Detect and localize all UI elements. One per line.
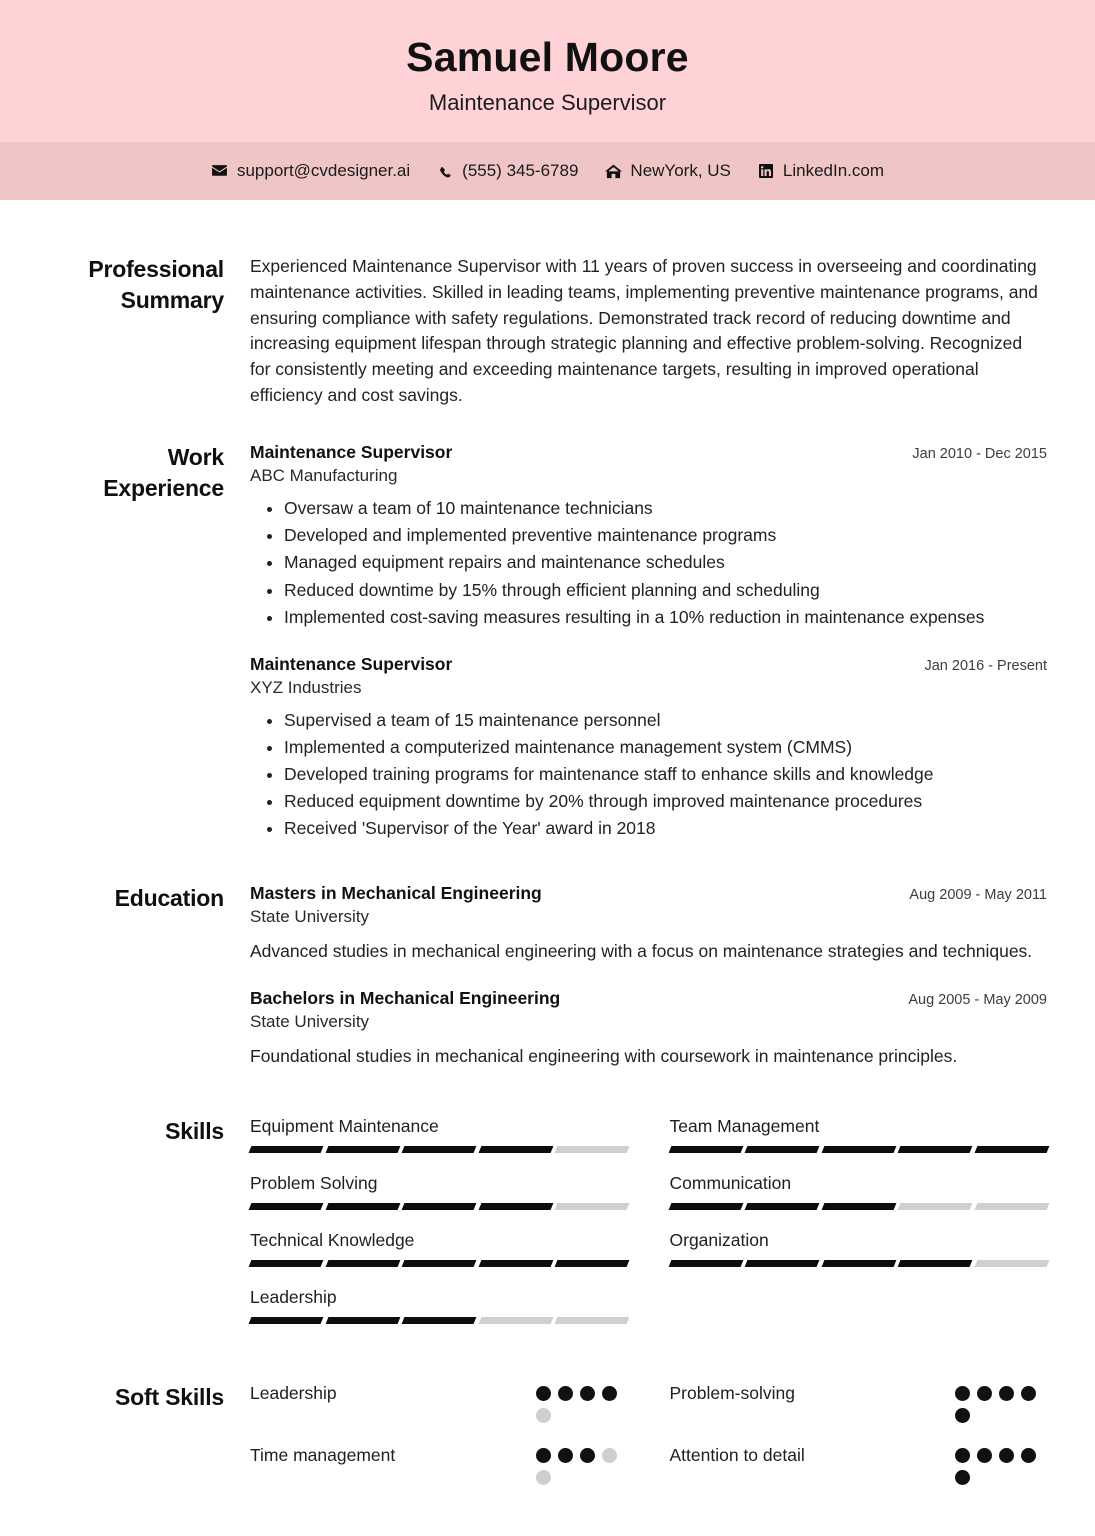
skill-name: Team Management [669, 1116, 820, 1137]
skill-item [670, 1116, 1048, 1153]
soft-skill-dot [977, 1386, 992, 1401]
education-description: Foundational studies in mechanical engineering with coursework in maintenance principles. [250, 1046, 958, 1067]
soft-skill-name: Attention to detail [669, 1445, 805, 1466]
soft-skill-dot [977, 1448, 992, 1463]
soft-skill-dot [558, 1386, 573, 1401]
education-school: State University [250, 906, 370, 926]
contact-bar [0, 142, 1095, 200]
skill-name: Equipment Maintenance [250, 1116, 439, 1137]
skill-level-segment [402, 1317, 476, 1324]
education-entry [250, 883, 1047, 965]
work-bullet: • Reduced downtime by 15% through efficient planning and scheduling [284, 578, 1047, 603]
skill-name: Leadership [250, 1287, 337, 1308]
skill-level-segment [668, 1203, 742, 1210]
soft-skill-rating [955, 1444, 1047, 1485]
linkedin-icon [757, 162, 775, 180]
soft-skill-dot [580, 1386, 595, 1401]
section-label-work: Work Experience [103, 444, 224, 501]
skill-level-segment [249, 1146, 323, 1153]
work-bullet: • Supervised a team of 15 maintenance personnel [284, 708, 1047, 733]
soft-skill-dot [558, 1448, 573, 1463]
section-label-summary: Professional Summary [88, 256, 224, 313]
skill-level-segment [555, 1146, 629, 1153]
work-entries [250, 442, 1047, 842]
skill-level-segment [745, 1203, 819, 1210]
skill-level-segment [668, 1260, 742, 1267]
soft-skill-dot [536, 1448, 551, 1463]
contact-text: NewYork, US [630, 161, 731, 181]
summary-text: Experienced Maintenance Supervisor with 11 years of proven success in overseeing and coordinating maintenance activities. Skilled in leading teams, implementing preventive maintenance programs, and ensuring compliance with safety regulations. Demonstrated track record of reducing downtime and increasing equipment lifespan through strategic planning and effective problem-solving. Recognized for consistently meeting and exceeding maintenance targets, resulting in improved operational efficiency and cost savings. [250, 256, 1038, 405]
work-bullet-list [250, 496, 1047, 629]
education-date-range: Aug 2005 - May 2009 [908, 992, 1047, 1009]
section-soft-skills [48, 1344, 1047, 1536]
work-entry-header [250, 442, 1047, 463]
work-company: ABC Manufacturing [250, 466, 398, 486]
section-professional-summary [48, 200, 1047, 408]
skill-level-segment [555, 1317, 629, 1324]
section-skills [48, 1070, 1047, 1344]
skill-level-segment [745, 1146, 819, 1153]
skill-level-segment [898, 1260, 972, 1267]
contact-item-envelope[interactable] [211, 161, 410, 181]
skill-level-segment [974, 1146, 1048, 1153]
education-school: State University [250, 1012, 370, 1032]
education-entry-header [250, 883, 1047, 904]
soft-skill-dot [955, 1470, 970, 1485]
skill-level-segment [325, 1146, 399, 1153]
contact-item-phone[interactable] [436, 161, 578, 181]
skill-level-segment [668, 1146, 742, 1153]
skill-level-segment [898, 1146, 972, 1153]
work-date-range: Jan 2016 - Present [924, 657, 1047, 674]
contact-text: (555) 345-6789 [462, 161, 579, 181]
soft-skill-name: Time management [250, 1445, 396, 1466]
skill-level-segment [478, 1317, 552, 1324]
work-bullet: • Reduced equipment downtime by 20% through improved maintenance procedures [284, 789, 1047, 814]
work-job-title: Maintenance Supervisor [250, 442, 453, 463]
skill-level-bar [250, 1317, 628, 1324]
education-description: Advanced studies in mechanical engineering with a focus on maintenance strategies and techniques. [250, 940, 1033, 961]
skill-name: Technical Knowledge [250, 1230, 415, 1251]
work-job-title: Maintenance Supervisor [250, 653, 453, 674]
soft-skill-item [250, 1444, 628, 1488]
soft-skill-dot [1021, 1448, 1036, 1463]
skill-item [250, 1116, 628, 1153]
education-entries [250, 883, 1047, 1070]
education-entry-header [250, 988, 1047, 1009]
soft-skill-item [670, 1382, 1048, 1426]
phone-icon [436, 162, 454, 180]
work-bullet: • Managed equipment repairs and maintenance schedules [284, 550, 1047, 575]
work-date-range: Jan 2010 - Dec 2015 [912, 446, 1047, 463]
skill-level-segment [249, 1203, 323, 1210]
skill-level-segment [325, 1317, 399, 1324]
skill-level-segment [325, 1260, 399, 1267]
work-entry-header [250, 654, 1047, 675]
skills-content [250, 1116, 1047, 1344]
soft-skill-name: Leadership [250, 1383, 337, 1404]
work-bullet-list [250, 708, 1047, 841]
skill-level-segment [402, 1203, 476, 1210]
skill-level-segment [402, 1260, 476, 1267]
skill-level-segment [478, 1203, 552, 1210]
work-entry [250, 654, 1047, 841]
skill-item [250, 1287, 628, 1324]
skill-level-bar [670, 1260, 1048, 1267]
skill-level-segment [249, 1317, 323, 1324]
work-entry [250, 442, 1047, 629]
soft-skill-dot [1021, 1386, 1036, 1401]
skill-level-segment [478, 1146, 552, 1153]
work-bullet: • Oversaw a team of 10 maintenance technicians [284, 496, 1047, 521]
skill-name: Communication [669, 1173, 792, 1194]
envelope-icon [211, 162, 229, 180]
soft-skill-dot [999, 1386, 1014, 1401]
skill-level-segment [325, 1203, 399, 1210]
soft-skill-dot [955, 1448, 970, 1463]
section-work-experience [48, 408, 1047, 842]
section-label-education: Education [114, 884, 224, 911]
soft-skill-dot [602, 1386, 617, 1401]
soft-skill-item [250, 1382, 628, 1426]
skill-level-segment [555, 1203, 629, 1210]
soft-skill-dot [580, 1448, 595, 1463]
work-bullet: • Developed and implemented preventive maintenance programs [284, 523, 1047, 548]
education-entry [250, 988, 1047, 1070]
candidate-name: Samuel Moore [406, 34, 689, 80]
skill-level-segment [478, 1260, 552, 1267]
work-bullet: • Implemented a computerized maintenance management system (CMMS) [284, 735, 1047, 760]
work-company: XYZ Industries [250, 677, 362, 697]
soft-skills-grid [250, 1382, 1047, 1506]
skill-level-segment [821, 1203, 895, 1210]
soft-skill-rating [536, 1444, 628, 1485]
skill-level-bar [250, 1260, 628, 1267]
contact-item-home[interactable] [604, 161, 730, 181]
skill-level-bar [250, 1203, 628, 1210]
soft-skill-dot [536, 1470, 551, 1485]
skill-name: Organization [669, 1230, 769, 1251]
education-degree: Masters in Mechanical Engineering [250, 882, 542, 903]
skill-level-bar [250, 1146, 628, 1153]
skill-level-segment [555, 1260, 629, 1267]
skill-level-segment [249, 1260, 323, 1267]
skill-level-segment [898, 1203, 972, 1210]
soft-skill-rating [955, 1382, 1047, 1423]
soft-skill-dot [536, 1408, 551, 1423]
skill-item [670, 1230, 1048, 1267]
work-bullet: • Received 'Supervisor of the Year' award in 2018 [284, 816, 1047, 841]
work-bullet: • Implemented cost-saving measures resulting in a 10% reduction in maintenance expenses [284, 605, 1047, 630]
skill-level-segment [974, 1260, 1048, 1267]
education-date-range: Aug 2009 - May 2011 [909, 886, 1047, 903]
soft-skill-dot [602, 1448, 617, 1463]
work-bullet: • Developed training programs for maintenance staff to enhance skills and knowledge [284, 762, 1047, 787]
soft-skill-rating [536, 1382, 628, 1423]
contact-text: support@cvdesigner.ai [236, 161, 411, 181]
soft-skill-name: Problem-solving [669, 1383, 795, 1404]
skill-name: Problem Solving [250, 1173, 378, 1194]
soft-skill-dot [999, 1448, 1014, 1463]
education-degree: Bachelors in Mechanical Engineering [250, 988, 561, 1009]
skill-item [670, 1173, 1048, 1210]
soft-skill-item [670, 1444, 1048, 1488]
soft-skills-content [250, 1382, 1047, 1506]
home-icon [604, 162, 622, 180]
skill-level-segment [745, 1260, 819, 1267]
skill-level-segment [821, 1146, 895, 1153]
section-label-soft-skills: Soft Skills [115, 1384, 224, 1411]
resume-header [0, 0, 1095, 142]
skill-level-bar [670, 1203, 1048, 1210]
soft-skill-dot [955, 1408, 970, 1423]
summary-content [250, 254, 1047, 408]
contact-item-linkedin[interactable] [757, 161, 884, 181]
skill-level-segment [402, 1146, 476, 1153]
skill-level-segment [974, 1203, 1048, 1210]
section-label-skills: Skills [165, 1118, 224, 1145]
candidate-job-title: Maintenance Supervisor [428, 90, 667, 116]
skill-level-segment [821, 1260, 895, 1267]
contact-text: LinkedIn.com [782, 161, 885, 181]
skill-level-bar [670, 1146, 1048, 1153]
resume-body [0, 200, 1095, 1536]
skills-grid [250, 1116, 1047, 1344]
skill-item [250, 1230, 628, 1267]
soft-skill-dot [955, 1386, 970, 1401]
soft-skill-dot [536, 1386, 551, 1401]
skill-item [250, 1173, 628, 1210]
section-education [48, 843, 1047, 1070]
